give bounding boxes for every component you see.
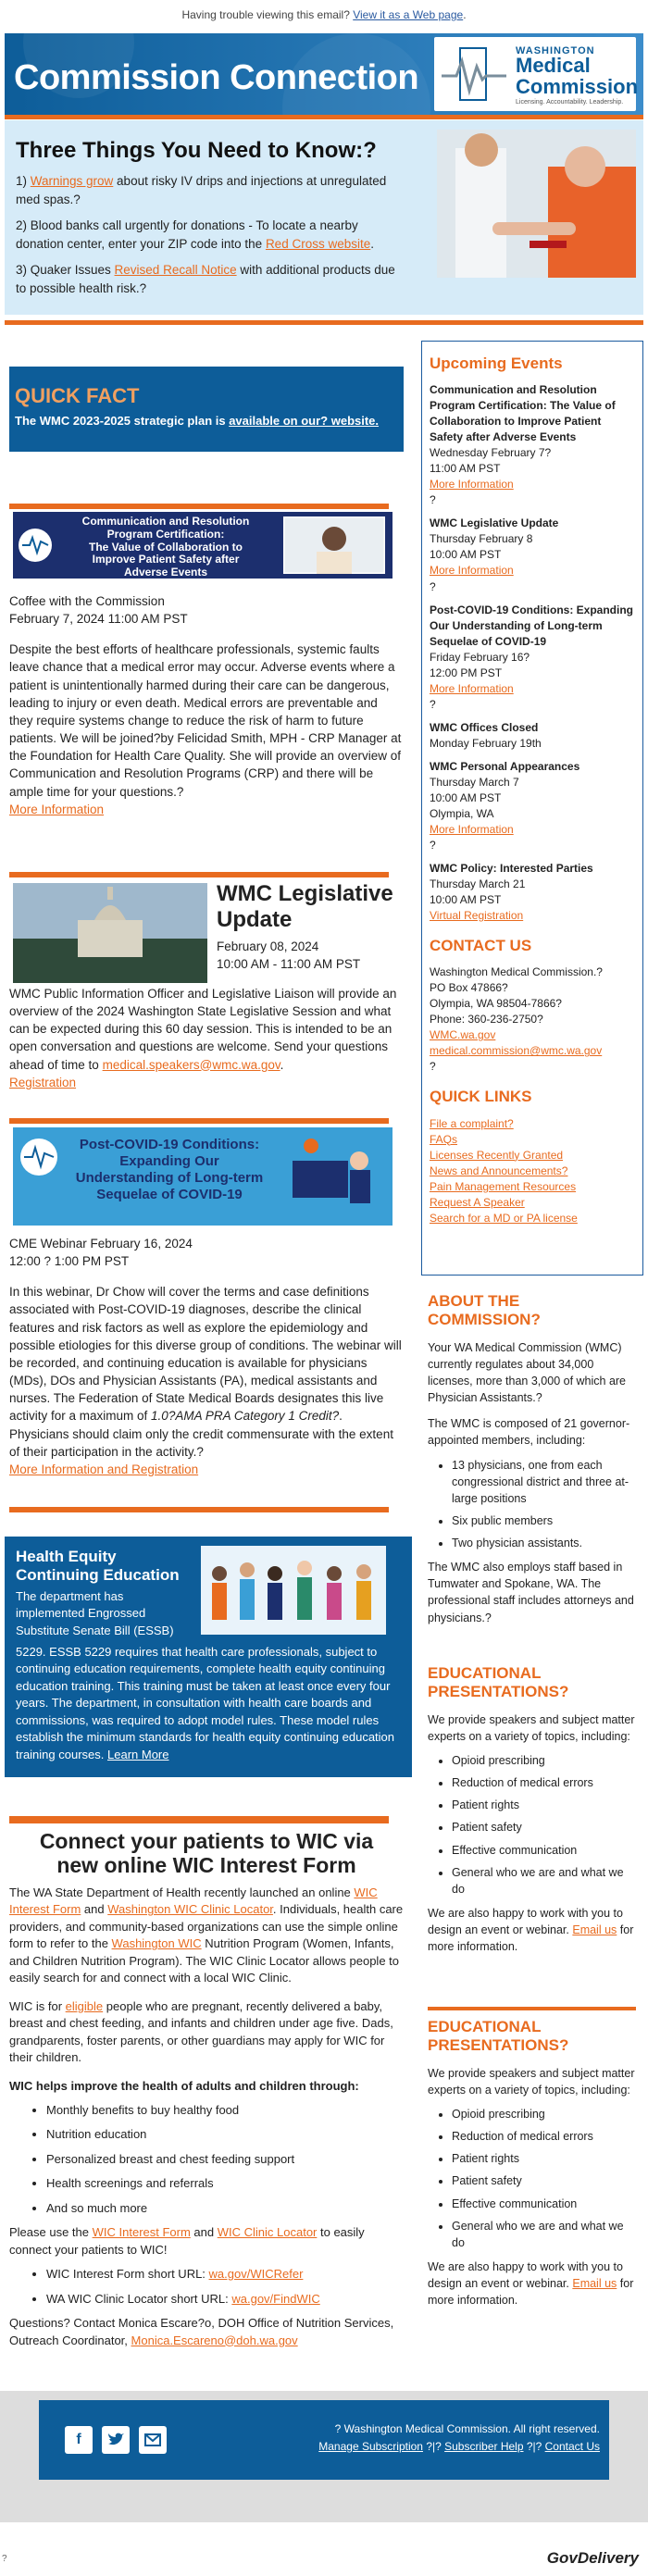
- list-item: • Reduction of medical errors: [452, 1774, 636, 1791]
- wic-use-1: Please use the: [9, 2225, 93, 2240]
- heartbeat-icon: [440, 44, 508, 104]
- wic-clinic-locator-link[interactable]: Washington WIC Clinic Locator: [107, 1902, 273, 1917]
- event-1-link[interactable]: More Information: [430, 478, 514, 492]
- leg-description: WMC Public Information Officer and Legislative Liaison will provide an overview of the 2024 Washington State Legislative Session and what can be expected during this 60 day session. This is intended to be an open conversation and questions are welcome. Send your questions ahead of time to: [9, 987, 397, 1072]
- leg-dot: .: [280, 1057, 284, 1072]
- logo-washington: WASHINGTON: [516, 45, 595, 56]
- item-1-text: about risky IV drips and injections at unregulated med spas.?: [16, 174, 387, 206]
- covid-event-name: CME Webinar February 16, 2024: [9, 1237, 193, 1251]
- web-view-notice: [0, 0, 648, 24]
- edu-divider: [428, 2007, 636, 2010]
- wic-url-label-2: WA WIC Clinic Locator short URL:: [46, 2291, 232, 2306]
- copyright: ? Washington Medical Commission. All right reserved.: [334, 2422, 600, 2435]
- three-things-title: Three Things You Need to Know:?: [16, 138, 377, 163]
- contact-block: [430, 964, 635, 1075]
- event-3-title: Post-COVID-19 Conditions: Expanding Our Understanding of Long-term Sequelae of COVID-19: [430, 603, 634, 648]
- contact-name: Washington Medical Commission.?: [430, 965, 603, 979]
- covid-card-line-4: Sequelae of COVID-19: [96, 1187, 243, 1202]
- strategic-plan-link[interactable]: available on our? website.: [229, 414, 380, 428]
- leg-registration-link[interactable]: Registration: [9, 1075, 77, 1089]
- wmc-seal-icon: [17, 527, 54, 564]
- wic-eligibility-2: people who are pregnant, recently delivered a baby, breast and chest feeding, and infants and children under age five. Dads, grandparents, foster parents, or other guardians may apply for WIC for their children.: [9, 1998, 393, 2065]
- edu-p2-text: We are also happy to work with you to design an event or webinar.: [428, 1906, 623, 1937]
- item-2-text: 2) Blood banks call urgently for donations - To locate a nearby donation center, enter your ZIP code into the: [16, 218, 358, 251]
- he-intro-3: Substitute Senate Bill (ESSB): [16, 1623, 174, 1637]
- wic-eligible-link[interactable]: eligible: [65, 1998, 104, 2013]
- sidebar: [421, 341, 643, 1276]
- covid-description: [9, 1283, 404, 1461]
- list-item: • Personalized breast and chest feeding support: [46, 2151, 404, 2168]
- wic-title-line-1: Connect your patients to WIC via: [39, 1829, 374, 1853]
- event-4-date: Monday February 19th: [430, 736, 542, 750]
- leg-date: February 08, 2024: [217, 940, 319, 954]
- contact-sep: ?: [430, 1060, 436, 1074]
- wic-use-2: to easily connect your patients to WIC!: [9, 2225, 365, 2257]
- he-body-text: 5229. ESSB 5229 requires that health care professionals, subject to continuing education requirements, complete health equity continuing education training. This training must be taken at least once every four years. The department, in consultation with health care boards and commissions, was required to adopt model rules. These model rules establish the minimum standards for health equity continuing education training courses.: [16, 1645, 395, 1761]
- edu-p2-2: [428, 2259, 636, 2308]
- file-complaint-link[interactable]: File a complaint?: [430, 1116, 514, 1130]
- covid-body-1: In this webinar, Dr Chow will cover the terms and case definitions associated with Post-COVID-19 diagnoses, describe the clinical features and risk factors as well as explore the epidemiology and possible etiologies for this diverse group of conditions. The webinar will be recorded, and continuing education is available for physicians (MDs), DOs and Physician Assistants (PA), medical assistants and nurses. The Federation of State Medical Boards designates this live activity for a maximum of: [9, 1285, 402, 1424]
- wmc-logo: [434, 37, 639, 111]
- health-equity-section: [5, 1537, 412, 1777]
- crp-card-title: [59, 516, 272, 579]
- email-us-link[interactable]: Email us: [572, 1923, 617, 1937]
- covid-card-line-1: Post-COVID-19 Conditions:: [79, 1137, 260, 1152]
- three-things-section: [5, 120, 643, 315]
- wic-use-and: and: [190, 2225, 218, 2240]
- wic-intro: [9, 1885, 404, 1987]
- edu-p1-1: We provide speakers and subject matter experts on a variety of topics, including:: [428, 1712, 635, 1743]
- about-section: [428, 1292, 636, 1626]
- contact-city: Olympia, WA 98504-7866?: [430, 997, 562, 1011]
- wic-url-label-1: WIC Interest Form short URL:: [46, 2267, 209, 2282]
- event-4: [430, 720, 635, 752]
- facebook-icon[interactable]: f: [65, 2426, 93, 2454]
- subscriber-help-link[interactable]: Subscriber Help: [444, 2440, 524, 2454]
- event-5-sep: ?: [430, 838, 436, 852]
- quick-links-list: [430, 1116, 635, 1226]
- event-2: [430, 516, 635, 594]
- event-1-title: Communication and Resolution Program Certification: The Value of Collaboration to Improve Patient Safety after Adverse Events: [430, 383, 616, 444]
- envelope-icon: [144, 2433, 161, 2446]
- faqs-link[interactable]: FAQs: [430, 1132, 458, 1146]
- footer-sep-1: ?|?: [422, 2440, 445, 2454]
- orange-divider: [5, 115, 643, 119]
- item-3-text: with additional products due to possible health risk.?: [16, 263, 395, 295]
- twitter-bird-icon: [107, 2433, 124, 2447]
- notice-tail: .: [463, 8, 467, 21]
- list-item: • Monthly benefits to buy healthy food: [46, 2102, 404, 2119]
- pain-management-link[interactable]: Pain Management Resources: [430, 1179, 577, 1193]
- list-item: • Effective communication: [452, 1842, 636, 1859]
- leg-top-bar: [9, 872, 389, 877]
- event-3-date: Friday February 16?: [430, 650, 530, 664]
- edu-title-1: EDUCATIONAL PRESENTATIONS?: [428, 1664, 569, 1701]
- wic-url-list: [46, 2266, 404, 2308]
- he-title-line-2: Continuing Education: [16, 1566, 180, 1585]
- wic-contact-email-link[interactable]: Monica.Escareno@doh.wa.gov: [131, 2333, 298, 2347]
- orange-divider-2: [5, 320, 643, 325]
- covid-card-line-2: Expanding Our: [119, 1153, 219, 1169]
- wmc-seal-icon-2: [19, 1137, 59, 1177]
- footer-mark: ?: [2, 2554, 7, 2564]
- crp-card-line-2: Program Certification:: [106, 527, 225, 541]
- leg-title: [217, 881, 402, 932]
- wic-interest-form-link-2[interactable]: WIC Interest Form: [92, 2225, 191, 2240]
- crp-event-date: February 7, 2024 11:00 AM PST: [9, 612, 188, 627]
- event-5-title: WMC Personal Appearances: [430, 759, 580, 773]
- event-2-title: WMC Legislative Update: [430, 516, 559, 530]
- notice-text: Having trouble viewing this email?: [181, 8, 354, 21]
- footer-sep-2: ?|?: [523, 2440, 545, 2454]
- list-item: • And so much more: [46, 2200, 404, 2217]
- event-5-place: Olympia, WA: [430, 806, 494, 820]
- crp-description: Despite the best efforts of healthcare professionals, systemic faults leave chance that a medical error may occur. Adverse events where a patient is unintentionally harmed during their care can be dangerous, leading to injury or even death. Medical errors are preventable and they require systems change to reduce the risk of harm to future patients. We will be joined?by Felicidad Smith, MPH - CRP Manager at the Foundation for Health Care Quality. She will provide an overview of Communication and Resolution Programs (CRP) and there will be ample time for your questions.?: [9, 642, 402, 799]
- blood-donation-photo: [437, 130, 636, 278]
- about-list: [452, 1457, 636, 1552]
- logo-commission: Commission: [516, 75, 639, 98]
- wic-clinic-locator-link-2[interactable]: WIC Clinic Locator: [217, 2225, 318, 2240]
- quick-fact-text: [15, 413, 385, 429]
- list-item: [46, 2266, 404, 2283]
- edu-list-2: [452, 2106, 636, 2251]
- he-intro: [16, 1588, 201, 1639]
- upcoming-events-title: Upcoming Events: [430, 355, 563, 372]
- request-speaker-link[interactable]: Request A Speaker: [430, 1195, 525, 1209]
- list-item: • Patient rights: [452, 1797, 636, 1813]
- event-5-date: Thursday March 7: [430, 775, 519, 789]
- event-3-time: 12:00 PM PST: [430, 666, 503, 679]
- event-2-link[interactable]: More Information: [430, 564, 514, 578]
- covid-card-title: [63, 1137, 276, 1203]
- event-6-time: 10:00 AM PST: [430, 893, 502, 907]
- crp-section: [9, 592, 404, 818]
- quick-fact: [9, 367, 404, 452]
- he-learn-more-link[interactable]: Learn More: [107, 1747, 169, 1761]
- leg-title-line-1: WMC Legislative: [217, 881, 393, 906]
- about-p1: Your WA Medical Commission (WMC) currently regulates about 34,000 licenses, more than 3,000 of which are Physician Assistants.?: [428, 1340, 627, 1405]
- event-6-date: Thursday March 21: [430, 877, 526, 891]
- edu-section-1: [428, 1664, 636, 1955]
- event-2-time: 10:00 AM PST: [430, 548, 502, 562]
- wic-benefits-list: [46, 2102, 404, 2217]
- website-link[interactable]: WMC.wa.gov: [430, 1028, 496, 1042]
- covid-card-line-3: Understanding of Long-term: [75, 1170, 264, 1186]
- quick-links-title: QUICK LINKS: [430, 1088, 532, 1106]
- event-3: [430, 603, 635, 713]
- covid-top-bar: [9, 1118, 389, 1124]
- contact-us-link[interactable]: Contact Us: [544, 2440, 600, 2454]
- list-item: • 13 physicians, one from each congressional district and three at-large positions: [452, 1457, 636, 1507]
- crp-card-line-5: Adverse Events: [123, 566, 208, 579]
- event-2-date: Thursday February 8: [430, 532, 533, 546]
- list-item: • General who we are and what we do: [452, 2218, 636, 2251]
- covid-banner-card: [13, 1127, 393, 1226]
- footer: [0, 2391, 648, 2522]
- event-3-link[interactable]: More Information: [430, 681, 514, 695]
- crp-banner-card: [13, 512, 393, 579]
- event-1-date: Wednesday February 7?: [430, 446, 552, 460]
- recall-notice-link[interactable]: Revised Recall Notice: [114, 263, 237, 277]
- he-intro-1: The department has: [16, 1589, 124, 1603]
- list-item: [46, 2291, 404, 2308]
- edu-p2-tail-2: for more information.: [428, 2277, 634, 2308]
- he-title-line-1: Health Equity: [16, 1548, 117, 1565]
- washington-wic-link[interactable]: Washington WIC: [111, 1936, 202, 1951]
- covid-section: [9, 1235, 404, 1478]
- event-6-link[interactable]: Virtual Registration: [430, 909, 524, 923]
- item-3-prefix: 3) Quaker Issues: [16, 263, 115, 277]
- wic-title-line-2: new online WIC Interest Form: [56, 1853, 356, 1878]
- crp-more-info-link[interactable]: More Information: [9, 802, 105, 816]
- event-5-link[interactable]: More Information: [430, 822, 514, 836]
- event-6: [430, 861, 635, 924]
- edu-title-2: EDUCATIONAL PRESENTATIONS?: [428, 2018, 569, 2055]
- wic-refer-url-link[interactable]: wa.gov/WICRefer: [208, 2267, 304, 2282]
- email-us-link-2[interactable]: Email us: [572, 2277, 617, 2291]
- event-5-time: 10:00 AM PST: [430, 790, 502, 804]
- list-item: • General who we are and what we do: [452, 1864, 636, 1898]
- speakers-email-link[interactable]: medical.speakers@wmc.wa.gov: [102, 1057, 280, 1072]
- event-3-sep: ?: [430, 697, 436, 711]
- wic-use-text: [9, 2224, 404, 2259]
- item-1: [16, 172, 405, 208]
- crp-card-line-3: The Value of Collaboration to: [88, 540, 243, 554]
- warnings-grow-link[interactable]: Warnings grow: [30, 174, 114, 188]
- list-item: • Opioid prescribing: [452, 2106, 636, 2122]
- edu-p2-1: [428, 1905, 636, 1955]
- wic-questions-text: Questions? Contact Monica Escare?o, DOH Office of Nutrition Services, Outreach Coordinator,: [9, 2316, 394, 2347]
- contact-email-link[interactable]: medical.commission@wmc.wa.gov: [430, 1044, 603, 1058]
- list-item: • Effective communication: [452, 2196, 636, 2212]
- crp-event-name: Coffee with the Commission: [9, 594, 165, 608]
- wic-intro-3: Nutrition Program (Women, Infants, and Children Nutrition Program). The WIC Clinic Locator allows people to easily search for and connect with a local WIC Clinic.: [9, 1936, 400, 1985]
- list-item: • Patient safety: [452, 2172, 636, 2189]
- event-4-title: WMC Offices Closed: [430, 720, 539, 734]
- event-2-sep: ?: [430, 579, 436, 593]
- wic-eligibility: [9, 1998, 404, 2067]
- covid-illustration: [283, 1133, 385, 1222]
- list-item: • Two physician assistants.: [452, 1535, 636, 1551]
- licenses-granted-link[interactable]: Licenses Recently Granted: [430, 1148, 564, 1162]
- wic-helps-heading: WIC helps improve the health of adults and children through:: [9, 2078, 359, 2093]
- logo-tagline: Licensing. Accountability. Leadership.: [516, 99, 624, 106]
- about-p3: The WMC also employs staff based in Tumwater and Spokane, WA. The professional staff includes attorneys and physicians.?: [428, 1561, 634, 1624]
- logo-medical: Medical: [516, 54, 591, 77]
- edu-p1-2: We provide speakers and subject matter experts on a variety of topics, including:: [428, 2066, 635, 2097]
- wic-intro-1: The WA State Department of Health recently launched an online: [9, 1885, 355, 1899]
- list-item: • Health screenings and referrals: [46, 2175, 404, 2192]
- footer-text: [248, 2420, 600, 2456]
- list-item: • Patient rights: [452, 2150, 636, 2167]
- capitol-photo: [13, 883, 207, 983]
- leg-header: [217, 881, 402, 974]
- event-6-title: WMC Policy: Interested Parties: [430, 862, 593, 875]
- he-body: [16, 1644, 403, 1763]
- web-view-link[interactable]: View it as a Web page: [353, 8, 464, 21]
- list-item: • Patient safety: [452, 1819, 636, 1836]
- list-item: • Reduction of medical errors: [452, 2128, 636, 2145]
- leg-section: [9, 985, 404, 1091]
- wic-eligibility-1: WIC is for: [9, 1998, 66, 2013]
- leg-time: 10:00 AM - 11:00 AM PST: [217, 957, 361, 972]
- edu-p2-text-2: We are also happy to work with you to design an event or webinar.: [428, 2259, 623, 2291]
- edu-p2-tail: for more information.: [428, 1923, 634, 1954]
- quick-fact-title: QUICK FACT: [15, 384, 140, 407]
- he-top-bar: [9, 1507, 389, 1512]
- edu-list-1: [452, 1752, 636, 1898]
- crp-top-bar: [9, 504, 389, 509]
- event-1-sep: ?: [430, 493, 436, 507]
- wic-questions: [9, 2315, 404, 2349]
- item-2: [16, 217, 405, 253]
- footer-bar: [39, 2400, 609, 2480]
- covid-body-2: . Physicians should claim only the credit commensurate with the extent of their participation in the activity.?: [9, 1409, 393, 1459]
- item-1-prefix: 1): [16, 174, 31, 188]
- wic-intro-and: and: [81, 1902, 108, 1917]
- he-title: [16, 1548, 180, 1586]
- crp-card-line-1: Communication and Resolution: [81, 515, 250, 528]
- license-search-link[interactable]: Search for a MD or PA license: [430, 1211, 578, 1225]
- edu-section-2: [428, 2018, 636, 2308]
- newsletter-title: Commission Connection: [14, 58, 419, 97]
- footer-links: [248, 2438, 600, 2456]
- covid-credit: 1.0?AMA PRA Category 1 Credit?: [151, 1409, 340, 1424]
- speaker-photo: [283, 516, 385, 574]
- list-item: • Six public members: [452, 1512, 636, 1529]
- contact-phone: Phone: 360-236-2750?: [430, 1013, 543, 1027]
- about-p2: The WMC is composed of 21 governor-appointed members, including:: [428, 1417, 630, 1448]
- twitter-icon[interactable]: [102, 2426, 130, 2454]
- event-1: [430, 382, 635, 508]
- red-cross-link[interactable]: Red Cross website: [265, 236, 371, 251]
- item-2-tail: .: [370, 236, 374, 251]
- covid-event-time: 12:00 ? 1:00 PM PST: [9, 1254, 130, 1269]
- manage-subscription-link[interactable]: Manage Subscription: [318, 2440, 423, 2454]
- wic-title: [9, 1829, 404, 1878]
- news-link[interactable]: News and Announcements?: [430, 1164, 568, 1177]
- wic-intro-2: . Individuals, health care providers, and community-based organizations can use the simple online form to refer to the: [9, 1902, 404, 1951]
- wic-section: [9, 1885, 404, 2349]
- about-title: ABOUT THE COMMISSION?: [428, 1292, 541, 1329]
- event-1-time: 11:00 AM PST: [430, 462, 501, 476]
- event-5: [430, 759, 635, 853]
- covid-registration-link[interactable]: More Information and Registration: [9, 1462, 199, 1476]
- quick-fact-body: The WMC 2023-2025 strategic plan is: [15, 414, 230, 428]
- email-icon[interactable]: [139, 2426, 167, 2454]
- wic-find-url-link[interactable]: wa.gov/FindWIC: [231, 2291, 320, 2306]
- govdelivery-logo: GovDelivery: [546, 2549, 639, 2567]
- item-3: [16, 261, 405, 297]
- wic-interest-form-link[interactable]: WIC Interest Form: [9, 1885, 378, 1917]
- diverse-people-illustration: [201, 1546, 386, 1635]
- leg-title-line-2: Update: [217, 906, 293, 932]
- wic-top-bar: [9, 1816, 389, 1823]
- contact-title: CONTACT US: [430, 937, 532, 955]
- list-item: • Nutrition education: [46, 2126, 404, 2143]
- list-item: • Opioid prescribing: [452, 1752, 636, 1769]
- crp-card-line-4: Improve Patient Safety after: [92, 553, 240, 566]
- contact-po: PO Box 47866?: [430, 981, 508, 995]
- blood-donation-image: [437, 130, 636, 278]
- he-intro-2: implemented Engrossed: [16, 1606, 146, 1621]
- header-banner: [5, 33, 643, 115]
